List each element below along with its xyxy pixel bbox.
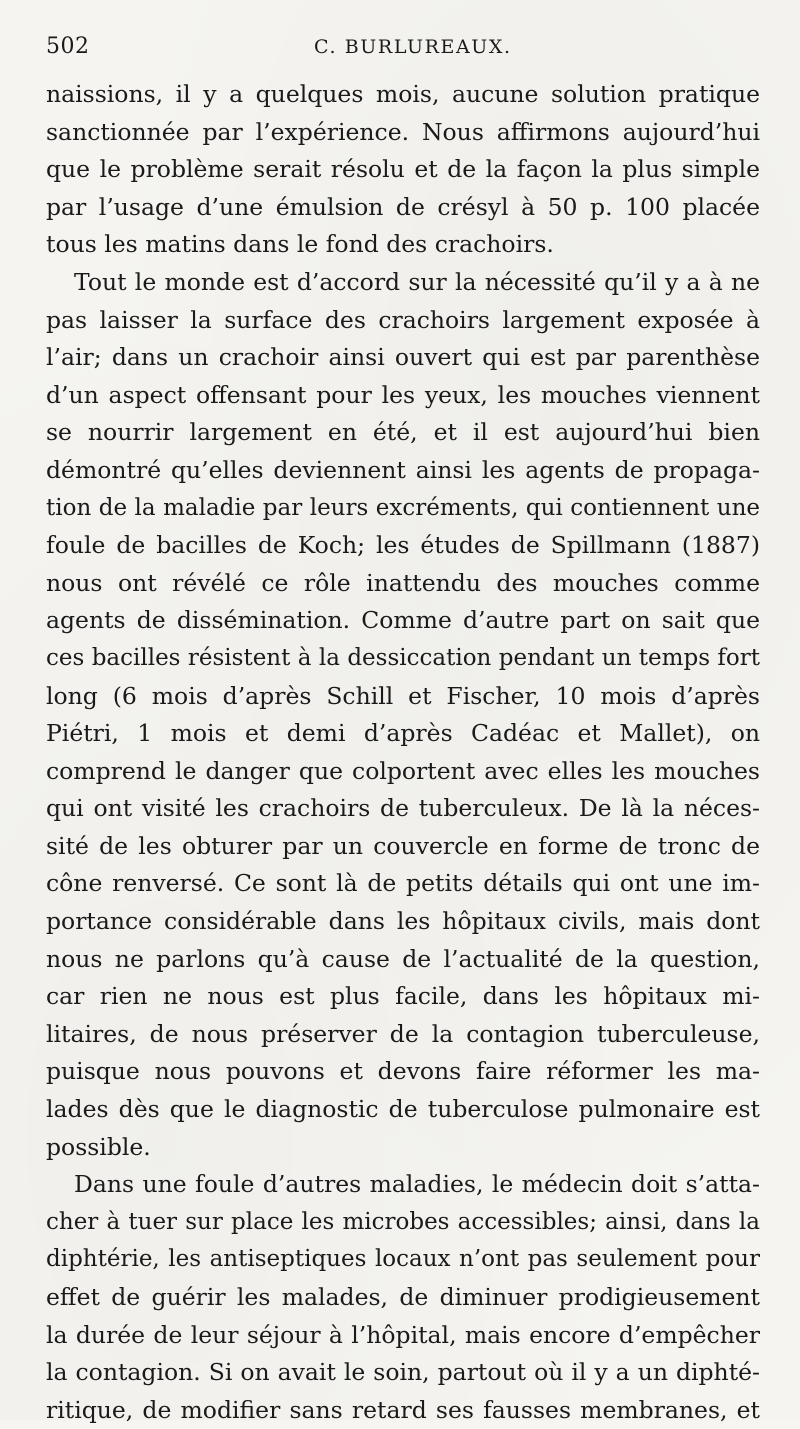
text-line: lades dès que le diagnostic de tuberculose pulmonaire est bbox=[46, 1095, 760, 1124]
text-line: Dans une foule d’autres maladies, le médecin doit s’atta- bbox=[74, 1170, 760, 1199]
text-line: possible. bbox=[46, 1132, 151, 1161]
text-line: sité de les obturer par un couvercle en forme de tronc de bbox=[46, 831, 760, 860]
text-line: cher à tuer sur place les microbes accessibles; ainsi, dans la bbox=[46, 1208, 760, 1235]
page-header bbox=[46, 34, 758, 66]
text-line: litaires, de nous préserver de la contagion tuberculeuse, bbox=[46, 1019, 760, 1048]
text-line: qui ont visité les crachoirs de tuberculeux. De là la néces- bbox=[46, 794, 760, 823]
text-line: diphtérie, les antiseptiques locaux n’ont pas seulement pour bbox=[46, 1246, 760, 1273]
text-line: effet de guérir les malades, de diminuer prodigieusement bbox=[46, 1283, 760, 1311]
text-line: car rien ne nous est plus facile, dans les hôpitaux mi- bbox=[46, 982, 760, 1011]
text-line: Tout le monde est d’accord sur la nécessité qu’il y a à ne bbox=[74, 267, 760, 296]
text-line: la contagion. Si on avait le soin, partout où il y a un diphté- bbox=[46, 1358, 760, 1387]
text-line: la durée de leur séjour à l’hôpital, mais encore d’empêcher bbox=[46, 1320, 760, 1349]
text-line: se nourrir largement en été, et il est aujourd’hui bien bbox=[46, 418, 760, 447]
text-line: Piétri, 1 mois et demi d’après Cadéac et Mallet), on bbox=[46, 719, 760, 748]
text-line: par l’usage d’une émulsion de crésyl à 50 p. 100 placée bbox=[46, 192, 760, 221]
text-line: long (6 mois d’après Schill et Fischer, 10 mois d’après bbox=[46, 681, 760, 710]
body-text bbox=[46, 76, 760, 1429]
text-line: tous les matins dans le fond des crachoirs. bbox=[46, 230, 554, 259]
text-line: que le problème serait résolu et de la façon la plus simple bbox=[46, 155, 760, 184]
text-line: démontré qu’elles deviennent ainsi les agents de propaga- bbox=[46, 455, 760, 484]
text-line: nous ont révélé ce rôle inattendu des mouches comme bbox=[46, 568, 760, 597]
text-line: cône renversé. Ce sont là de petits détails qui ont une im- bbox=[46, 869, 760, 898]
text-line: agents de dissémination. Comme d’autre part on sait que bbox=[46, 606, 760, 635]
text-line: puisque nous pouvons et devons faire réformer les ma- bbox=[46, 1057, 760, 1086]
text-line: nous ne parlons qu’à cause de l’actualité de la question, bbox=[46, 944, 760, 973]
page-number: 502 bbox=[46, 34, 90, 59]
text-line: ces bacilles résistent à la dessiccation pendant un temps fort bbox=[46, 644, 760, 671]
text-line: comprend le danger que colportent avec elles les mouches bbox=[46, 756, 760, 785]
running-head: C. BURLUREAUX. bbox=[314, 36, 512, 58]
text-line: ritique, de modifier sans retard ses fausses membranes, et bbox=[46, 1395, 760, 1424]
text-line: tion de la maladie par leurs excréments, qui contiennent une bbox=[46, 494, 760, 521]
text-line: l’air; dans un crachoir ainsi ouvert qui est par parenthèse bbox=[46, 343, 760, 372]
text-line: sanctionnée par l’expérience. Nous affirmons aujourd’hui bbox=[46, 117, 760, 146]
text-line: pas laisser la surface des crachoirs largement exposée à bbox=[46, 305, 760, 334]
text-line: d’un aspect offensant pour les yeux, les mouches viennent bbox=[46, 380, 760, 409]
text-line: portance considérable dans les hôpitaux civils, mais dont bbox=[46, 907, 760, 936]
text-line: naissions, il y a quelques mois, aucune solution pratique bbox=[46, 80, 760, 108]
text-line: foule de bacilles de Koch; les études de Spillmann (1887) bbox=[46, 531, 760, 560]
